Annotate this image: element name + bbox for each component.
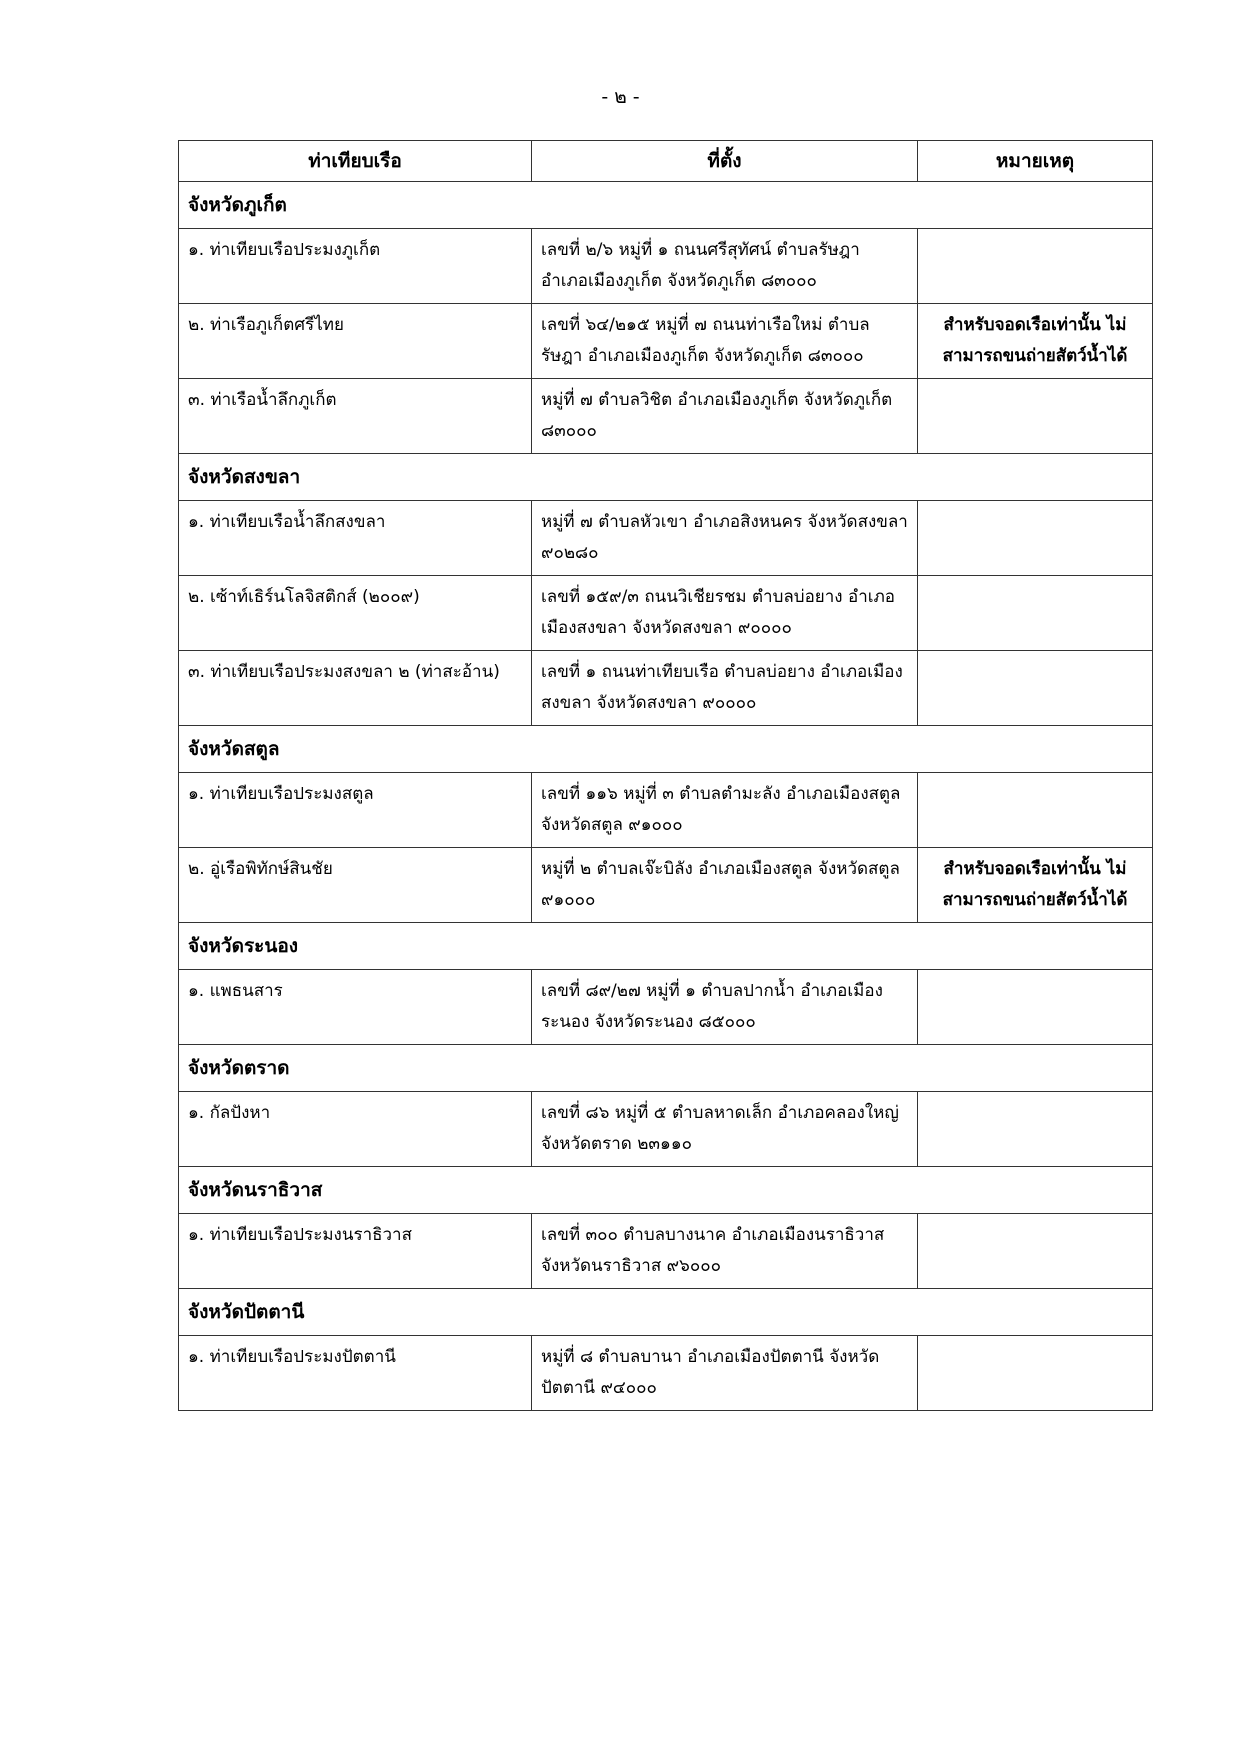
table-row: [179, 773, 1153, 848]
port-cell: ๑. ท่าเทียบเรือประมงสตูล: [179, 773, 532, 848]
port-cell: ๓. ท่าเทียบเรือประมงสงขลา ๒ (ท่าสะอ้าน): [179, 651, 532, 726]
remark-cell: [918, 970, 1153, 1045]
port-cell: ๑. แพธนสาร: [179, 970, 532, 1045]
table-body: [179, 182, 1153, 1411]
address-cell: เลขที่ ๑ ถนนท่าเทียบเรือ ตำบลบ่อยาง อำเภอเมืองสงขลา จังหวัดสงขลา ๙๐๐๐๐: [532, 651, 918, 726]
province-row: [179, 454, 1153, 501]
port-cell: ๑. ท่าเทียบเรือน้ำลึกสงขลา: [179, 501, 532, 576]
province-name: จังหวัดตราด: [179, 1045, 1153, 1092]
address-cell: เลขที่ ๘๙/๒๗ หมู่ที่ ๑ ตำบลปากน้ำ อำเภอเมืองระนอง จังหวัดระนอง ๘๕๐๐๐: [532, 970, 918, 1045]
address-cell: หมู่ที่ ๗ ตำบลวิชิต อำเภอเมืองภูเก็ต จังหวัดภูเก็ต ๘๓๐๐๐: [532, 379, 918, 454]
table-row: [179, 501, 1153, 576]
table-row: [179, 1214, 1153, 1289]
address-cell: เลขที่ ๘๖ หมู่ที่ ๕ ตำบลหาดเล็ก อำเภอคลองใหญ่ จังหวัดตราด ๒๓๑๑๐: [532, 1092, 918, 1167]
table-row: [179, 1092, 1153, 1167]
port-cell: ๑. ท่าเทียบเรือประมงภูเก็ต: [179, 229, 532, 304]
header-remark: หมายเหตุ: [918, 141, 1153, 182]
address-cell: เลขที่ ๒/๖ หมู่ที่ ๑ ถนนศรีสุทัศน์ ตำบลรัษฎา อำเภอเมืองภูเก็ต จังหวัดภูเก็ต ๘๓๐๐๐: [532, 229, 918, 304]
page-number: - ๒ -: [601, 86, 640, 108]
harbor-table: [178, 140, 1153, 1411]
remark-cell: [918, 1214, 1153, 1289]
remark-cell: [918, 773, 1153, 848]
province-row: [179, 1289, 1153, 1336]
address-cell: หมู่ที่ ๗ ตำบลหัวเขา อำเภอสิงหนคร จังหวัดสงขลา ๙๐๒๘๐: [532, 501, 918, 576]
remark-cell: สำหรับจอดเรือเท่านั้น ไม่สามารถขนถ่ายสัตว์น้ำได้: [918, 304, 1153, 379]
remark-cell: [918, 1336, 1153, 1411]
table-row: [179, 229, 1153, 304]
port-cell: ๑. ท่าเทียบเรือประมงปัตตานี: [179, 1336, 532, 1411]
province-row: [179, 182, 1153, 229]
address-cell: เลขที่ ๖๔/๒๑๕ หมู่ที่ ๗ ถนนท่าเรือใหม่ ตำบลรัษฎา อำเภอเมืองภูเก็ต จังหวัดภูเก็ต ๘๓๐๐๐: [532, 304, 918, 379]
address-cell: เลขที่ ๑๑๖ หมู่ที่ ๓ ตำบลตำมะลัง อำเภอเมืองสตูล จังหวัดสตูล ๙๑๐๐๐: [532, 773, 918, 848]
province-name: จังหวัดสตูล: [179, 726, 1153, 773]
province-row: [179, 1167, 1153, 1214]
province-name: จังหวัดปัตตานี: [179, 1289, 1153, 1336]
remark-cell: สำหรับจอดเรือเท่านั้น ไม่สามารถขนถ่ายสัตว์น้ำได้: [918, 848, 1153, 923]
table-row: [179, 651, 1153, 726]
province-name: จังหวัดนราธิวาส: [179, 1167, 1153, 1214]
address-cell: เลขที่ ๓๐๐ ตำบลบางนาค อำเภอเมืองนราธิวาส จังหวัดนราธิวาส ๙๖๐๐๐: [532, 1214, 918, 1289]
province-row: [179, 726, 1153, 773]
table-row: [179, 379, 1153, 454]
province-name: จังหวัดสงขลา: [179, 454, 1153, 501]
port-cell: ๓. ท่าเรือน้ำลึกภูเก็ต: [179, 379, 532, 454]
remark-cell: [918, 576, 1153, 651]
address-cell: หมู่ที่ ๒ ตำบลเจ๊ะบิลัง อำเภอเมืองสตูล จังหวัดสตูล ๙๑๐๐๐: [532, 848, 918, 923]
port-cell: ๑. ท่าเทียบเรือประมงนราธิวาส: [179, 1214, 532, 1289]
remark-cell: [918, 651, 1153, 726]
address-cell: หมู่ที่ ๘ ตำบลบานา อำเภอเมืองปัตตานี จังหวัดปัตตานี ๙๔๐๐๐: [532, 1336, 918, 1411]
port-cell: ๑. กัลปังหา: [179, 1092, 532, 1167]
table-header-row: [179, 141, 1153, 182]
table-row: [179, 304, 1153, 379]
header-address: ที่ตั้ง: [532, 141, 918, 182]
table-row: [179, 576, 1153, 651]
header-port: ท่าเทียบเรือ: [179, 141, 532, 182]
table-row: [179, 1336, 1153, 1411]
port-cell: ๒. เซ้าท์เธิร์นโลจิสติกส์ (๒๐๐๙): [179, 576, 532, 651]
table-row: [179, 848, 1153, 923]
remark-cell: [918, 1092, 1153, 1167]
port-cell: ๒. ท่าเรือภูเก็ตศรีไทย: [179, 304, 532, 379]
province-name: จังหวัดภูเก็ต: [179, 182, 1153, 229]
province-row: [179, 923, 1153, 970]
remark-cell: [918, 379, 1153, 454]
table-row: [179, 970, 1153, 1045]
province-name: จังหวัดระนอง: [179, 923, 1153, 970]
remark-cell: [918, 229, 1153, 304]
remark-cell: [918, 501, 1153, 576]
port-cell: ๒. อู่เรือพิทักษ์สินชัย: [179, 848, 532, 923]
address-cell: เลขที่ ๑๕๙/๓ ถนนวิเชียรชม ตำบลบ่อยาง อำเภอเมืองสงขลา จังหวัดสงขลา ๙๐๐๐๐: [532, 576, 918, 651]
province-row: [179, 1045, 1153, 1092]
